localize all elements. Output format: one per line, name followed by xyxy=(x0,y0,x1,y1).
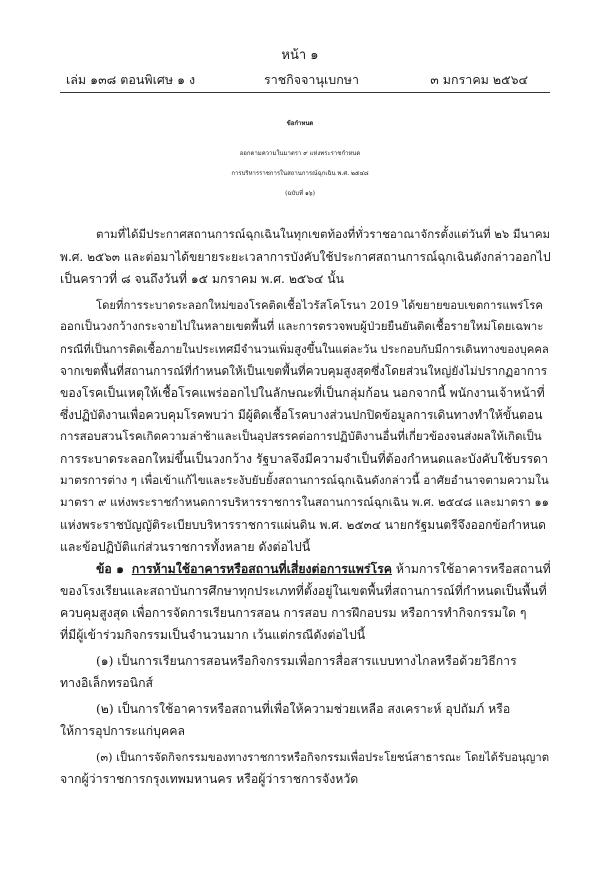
clause-1-line: ของโรงเรียนและสถาบันการศึกษาทุกประเภทที่ตั้งอยู่ในเขตพื้นที่สถานการณ์ที่กำหนดเป็นพื้นที่ xyxy=(60,584,547,598)
paragraph-1-line: พ.ศ. ๒๕๖๓ และต่อมาได้ขยายระยะเวลาการบังคับใช้ประกาศสถานการณ์ฉุกเฉินดังกล่าวออกไป xyxy=(60,250,551,264)
paragraph-2-line: การสอบสวนโรคเกิดความล่าช้าและเป็นอุปสรรคต่อการปฏิบัติงานอื่นที่เกี่ยวข้องจนส่งผลให้เกิดเป็น xyxy=(60,429,542,443)
paragraph-2-line: และข้อปฏิบัติแก่ส่วนราชการทั้งหลาย ดังต่อไปนี้ xyxy=(60,540,311,554)
item-2-line: (๒) เป็นการใช้อาคารหรือสถานที่เพื่อให้ความช่วยเหลือ สงเคราะห์ อุปถัมภ์ หรือ xyxy=(96,702,511,716)
clause-1-line: ควบคุมสูงสุด เพื่อการจัดการเรียนการสอน การสอบ การฝึกอบรม หรือการทำกิจกรรมใด ๆ xyxy=(60,606,527,620)
item-3-line: (๓) เป็นการจัดกิจกรรมของทางราชการหรือกิจกรรมเพื่อประโยชน์สาธารณะ โดยได้รับอนุญาต xyxy=(96,751,550,764)
paragraph-1-line: ตามที่ได้มีประกาศสถานการณ์ฉุกเฉินในทุกเขตท้องที่ทั่วราชอาณาจักรตั้งแต่วันที่ ๒๖ มีนาคม xyxy=(96,227,551,241)
gazette-name: ราชกิจจานุเบกษา xyxy=(264,72,360,87)
subtitle-line-2: การบริหารราชการในสถานการณ์ฉุกเฉิน พ.ศ. ๒๕๔๘ xyxy=(231,170,369,177)
item-3-line: จากผู้ว่าราชการกรุงเทพมหานคร หรือผู้ว่าราชการจังหวัด xyxy=(60,772,359,786)
issue-date: ๓ มกราคม ๒๕๖๔ xyxy=(430,72,528,87)
clause-1-line: ที่มีผู้เข้าร่วมกิจกรรมเป็นจำนวนมาก เว้นแต่กรณีดังต่อไปนี้ xyxy=(60,628,366,642)
paragraph-2-line: โดยที่การระบาดระลอกใหม่ของโรคติดเชื้อไวรัสโคโรนา 2019 ได้ขยายขอบเขตการแพร่โรค xyxy=(96,299,543,312)
clause-1-text: ห้ามการใช้อาคารหรือสถานที่ xyxy=(391,562,551,576)
paragraph-2-line: ซึ่งปฏิบัติงานเพื่อควบคุมโรคพบว่า มีผู้ติดเชื้อโรคบางส่วนปกปิดข้อมูลการเดินทางทำให้ขั้นตอน xyxy=(60,408,543,422)
paragraph-2-line: มาตรการต่าง ๆ เพื่อเข้าแก้ไขและระงับยับยั้งสถานการณ์ฉุกเฉินดังกล่าวนี้ อาศัยอำนาจตามความใน xyxy=(60,473,549,487)
item-1-line: (๑) เป็นการเรียนการสอนหรือกิจกรรมเพื่อการสื่อสารแบบทางไกลหรือด้วยวิธีการ xyxy=(96,654,517,668)
subtitle-line-1: ออกตามความในมาตรา ๙ แห่งพระราชกำหนด xyxy=(239,150,361,157)
paragraph-2-line: การระบาดระลอกใหม่ขึ้นเป็นวงกว้าง รัฐบาลจึงมีความจำเป็นที่ต้องกำหนดและบังคับใช้บรรดา xyxy=(60,452,549,466)
paragraph-2-line: จากเขตพื้นที่สถานการณ์ที่กำหนดให้เป็นเขตพื้นที่ควบคุมสูงสุดซึ่งโดยส่วนใหญ่ยังไม่ปรากฏอาการ xyxy=(60,364,548,378)
paragraph-1-line: เป็นคราวที่ ๘ จนถึงวันที่ ๑๕ มกราคม พ.ศ. ๒๕๖๔ นั้น xyxy=(60,272,345,286)
header-divider xyxy=(60,92,550,93)
volume-info: เล่ม ๑๓๘ ตอนพิเศษ ๑ ง xyxy=(66,72,196,87)
clause-1-first-line xyxy=(96,560,551,579)
clause-1-label: ข้อ ๑ xyxy=(96,561,124,576)
paragraph-2-line: มาตรา ๙ แห่งพระราชกำหนดการบริหารราชการในสถานการณ์ฉุกเฉิน พ.ศ. ๒๕๔๘ และมาตรา ๑๑ xyxy=(60,495,550,509)
item-1-line: ทางอิเล็กทรอนิกส์ xyxy=(60,676,154,690)
page-number: หน้า ๑ xyxy=(281,48,319,63)
paragraph-2-line: ของโรคเป็นเหตุให้เชื้อโรคแพร่ออกไปในลักษณะที่เป็นกลุ่มก้อน นอกจากนี้ พนักงานเจ้าหน้าที่ xyxy=(60,386,545,400)
document-title: ข้อกำหนด xyxy=(286,120,314,127)
paragraph-2-line: ออกเป็นวงกว้างกระจายไปในหลายเขตพื้นที่ และการตรวจพบผู้ป่วยยืนยันติดเชื้อรายใหม่โดยเฉพาะ xyxy=(60,319,544,333)
paragraph-2-line: แห่งพระราชบัญญัติระเบียบบริหารราชการแผ่นดิน พ.ศ. ๒๕๓๔ นายกรัฐมนตรีจึงออกข้อกำหนด xyxy=(60,518,546,532)
subtitle-edition: (ฉบับที่ ๑๖) xyxy=(285,190,315,197)
item-2-line: ให้การอุปการะแก่บุคคล xyxy=(60,724,185,738)
clause-1-heading: การห้ามใช้อาคารหรือสถานที่เสี่ยงต่อการแพร่โรค xyxy=(131,561,392,576)
paragraph-2-line: กรณีที่เป็นการติดเชื้อภายในประเทศมีจำนวนเพิ่มสูงขึ้นในแต่ละวัน ประกอบกับมีการเดินทางของบุคคล xyxy=(60,343,549,356)
